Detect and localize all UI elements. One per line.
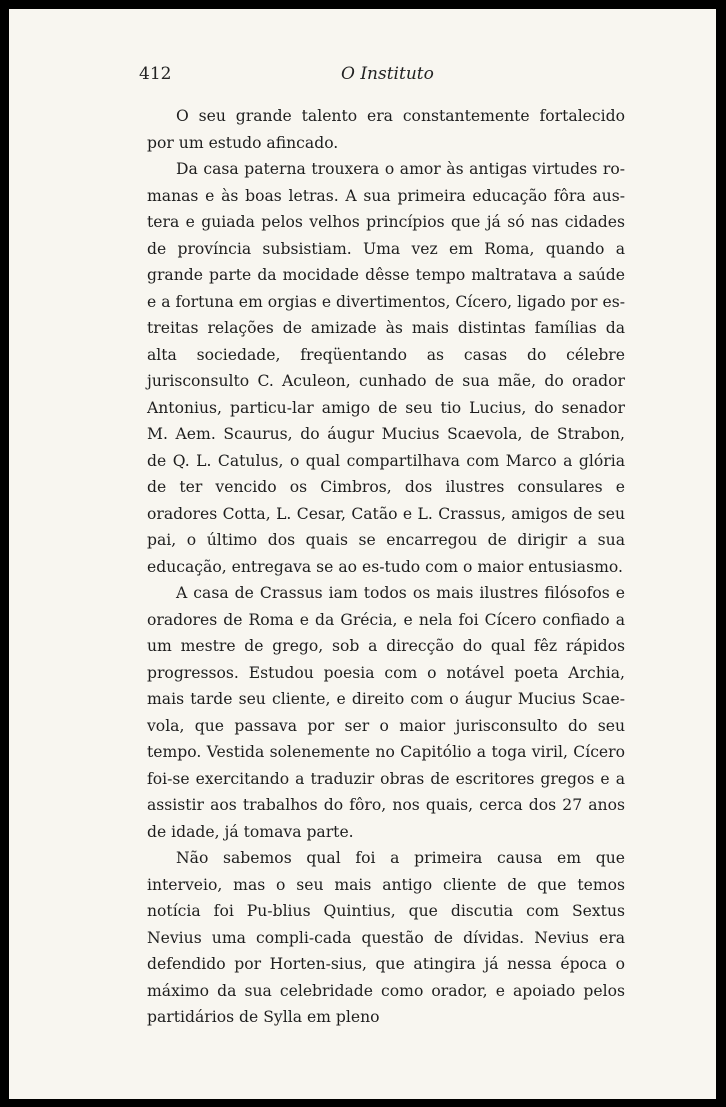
paragraph: Da casa paterna trouxera o amor às antigas virtudes ro-manas e às boas letras. A sua primeira educação fôra aus-tera e guiada pelos velhos princípios que já só nas cidades de província subsistiam. Uma vez em Roma, quando a grande parte da mocidade dêsse tempo maltratava a saúde e a fortuna em orgias e divertimentos, Cícero, ligado por es-treitas relações de amizade às mais distintas famílias da alta sociedade, freqüentando as casas do célebre jurisconsulto C. Aculeon, cunhado de sua mãe, do orador Antonius, particu-lar amigo de seu tio Lucius, do senador M. Aem. Scaurus, do áugur Mucius Scaevola, de Strabon, de Q. L. Catulus, o qual compartilhava com Marco a glória de ter vencido os Cimbros, dos ilustres consulares e oradores Cotta, L. Cesar, Catão e L. Crassus, amigos de seu pai, o último dos quais se encarregou de dirigir a sua educação, entregava se ao es-tudo com o maior entusiasmo. (147, 160, 625, 576)
paragraph: A casa de Crassus iam todos os mais ilustres filósofos e oradores de Roma e da Grécia, e nela foi Cícero confiado a um mestre de grego, sob a direcção do qual fêz rápidos progressos. Estudou poesia com o notável poeta Archia, mais tarde seu cliente, e direito com o áugur Mucius Scae-vola, que passava por ser o maior jurisconsulto do seu tempo. Vestida solenemente no Capitólio a toga viril, Cícero foi-se exercitando a traduzir obras de escritores gregos e a assistir aos trabalhos do fôro, nos quais, cerca dos 27 anos de idade, já tomava parte. (147, 584, 625, 841)
running-title: O Instituto (341, 64, 434, 84)
page-header (139, 64, 619, 88)
paragraph: O seu grande talento era constantemente fortalecido por um estudo afincado. (147, 107, 625, 152)
body-text (147, 103, 625, 1031)
page-number: 412 (139, 64, 172, 84)
paragraph: Não sabemos qual foi a primeira causa em que interveio, mas o seu mais antigo cliente de que temos notícia foi Pu-blius Quintius, que discutia com Sextus Nevius uma compli-cada questão de dívidas. Nevius era defendido por Horten-sius, que atingira já nessa época o máximo da sua celebridade como orador, e apoiado pelos partidários de Sylla em pleno (147, 849, 625, 1026)
